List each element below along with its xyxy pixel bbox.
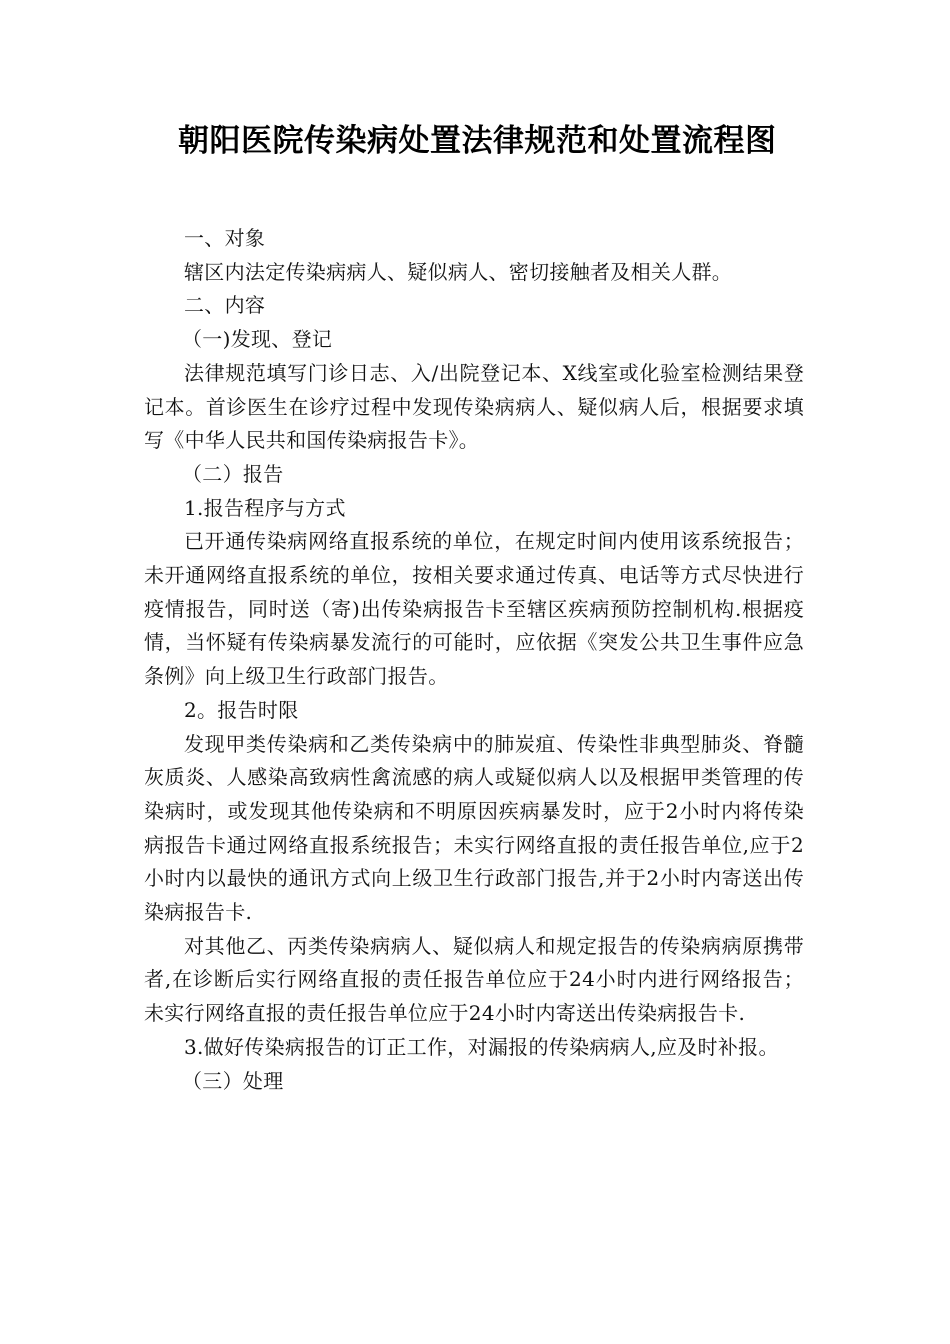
- document-title: 朝阳医院传染病处置法律规范和处置流程图: [178, 123, 777, 159]
- paragraph-report-procedure: 已开通传染病网络直报系统的单位，在规定时间内使用该系统报告；未开通网络直报系统的单位，按相关要求通过传真、电话等方式尽快进行疫情报告，同时送（寄)出传染病报告卡至辖区疾病预防控制机构.根据疫情，当怀疑有传染病暴发流行的可能时，应依据《突发公共卫生事件应急条例》向上级卫生行政部门报告。: [144, 529, 804, 689]
- paragraph-report-time-limit-other: 对其他乙、丙类传染病病人、疑似病人和规定报告的传染病病原携带者,在诊断后实行网络直报的责任报告单位应于24小时内进行网络报告；未实行网络直报的责任报告单位应于24小时内寄送出传染病报告卡.: [144, 933, 804, 1026]
- document-body: [144, 222, 804, 1098]
- paragraph-report-time-limit-class-a: 发现甲类传染病和乙类传染病中的肺炭疽、传染性非典型肺炎、脊髓灰质炎、人感染高致病性禽流感的病人或疑似病人以及根据甲类管理的传染病时，或发现其他传染病和不明原因疾病暴发时，应于2小时内将传染病报告卡通过网络直报系统报告；未实行网络直报的责任报告单位,应于2小时内以最快的通讯方式向上级卫生行政部门报告,并于2小时内寄送出传染病报告卡.: [144, 731, 804, 925]
- section-heading-content: 二、内容: [184, 293, 266, 318]
- paragraph-target-description: 辖区内法定传染病病人、疑似病人、密切接触者及相关人群。: [184, 259, 733, 284]
- subsection-heading-discovery: （一)发现、登记: [182, 327, 333, 352]
- item-heading-report-time-limit: 2。报告时限: [184, 697, 299, 722]
- paragraph-report-correction: 3.做好传染病报告的订正工作，对漏报的传染病病人,应及时补报。: [184, 1034, 779, 1059]
- subsection-heading-handling: （三）处理: [182, 1068, 284, 1093]
- subsection-heading-report: （二）报告: [182, 461, 284, 486]
- paragraph-discovery-registration: 法律规范填写门诊日志、入/出院登记本、X线室或化验室检测结果登记本。首诊医生在诊疗过程中发现传染病病人、疑似病人后，根据要求填写《中华人民共和国传染病报告卡》。: [144, 360, 804, 453]
- item-heading-report-procedure: 1.报告程序与方式: [184, 495, 346, 520]
- section-heading-target: 一、对象: [184, 226, 266, 250]
